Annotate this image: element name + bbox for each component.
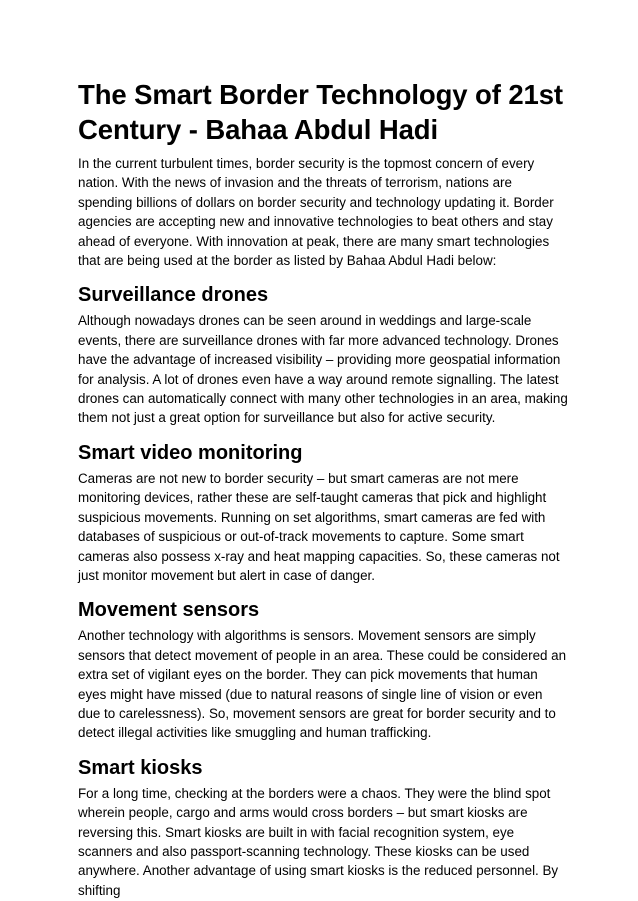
intro-paragraph: In the current turbulent times, border security is the topmost concern of every nation. With the news of invasion and the threats of terrorism, nations are spending billions of dollars on border security and technology updating it. Border agencies are accepting new and innovative technologies to beat others and stay ahead of everyone. With innovation at peak, there are many smart technologies that are being used at the border as listed by Bahaa Abdul Hadi below: <box>78 156 554 269</box>
section-body-smart-video-monitoring: Cameras are not new to border security – but smart cameras are not mere monitoring devices, rather these are self-taught cameras that pick and highlight suspicious movements. Running on set algorithms, smart cameras are fed with databases of suspicious or out-of-track movements to capture. Some smart cameras also possess x-ray and heat mapping capacities. So, these cameras not just monitor movement but alert in case of danger. <box>78 470 560 583</box>
document-title: The Smart Border Technology of 21st Century - Bahaa Abdul Hadi <box>78 79 563 145</box>
document-page <box>78 77 568 900</box>
section-heading-smart-kiosks: Smart kiosks <box>78 756 203 779</box>
section-body-smart-kiosks: For a long time, checking at the borders were a chaos. They were the blind spot wherein people, cargo and arms would cross borders – but smart kiosks are reversing this. Smart kiosks are built in with facial recognition system, eye scanners and also passport-scanning technology. These kiosks can be used anywhere. Another advantage of using smart kiosks is the reduced personnel. By shifting <box>78 785 559 898</box>
section-heading-surveillance-drones: Surveillance drones <box>78 284 269 307</box>
section-body-surveillance-drones: Although nowadays drones can be seen around in weddings and large-scale events, there are surveillance drones with far more advanced technology. Drones have the advantage of increased visibility – providing more geospatial information for analysis. A lot of drones even have a way around remote signalling. The latest drones can automatically connect with many other technologies in an area, making them not just a great option for surveillance but also for active security. <box>78 313 568 426</box>
section-body-movement-sensors: Another technology with algorithms is sensors. Movement sensors are simply sensors that detect movement of people in an area. These could be considered an extra set of vigilant eyes on the border. They can pick movements that human eyes might have missed (due to natural reasons of single line of vision or even due to carelessness). So, movement sensors are great for border security and to detect illegal activities like smuggling and human trafficking. <box>78 628 567 741</box>
section-heading-movement-sensors: Movement sensors <box>78 599 260 622</box>
section-heading-smart-video-monitoring: Smart video monitoring <box>78 441 303 464</box>
